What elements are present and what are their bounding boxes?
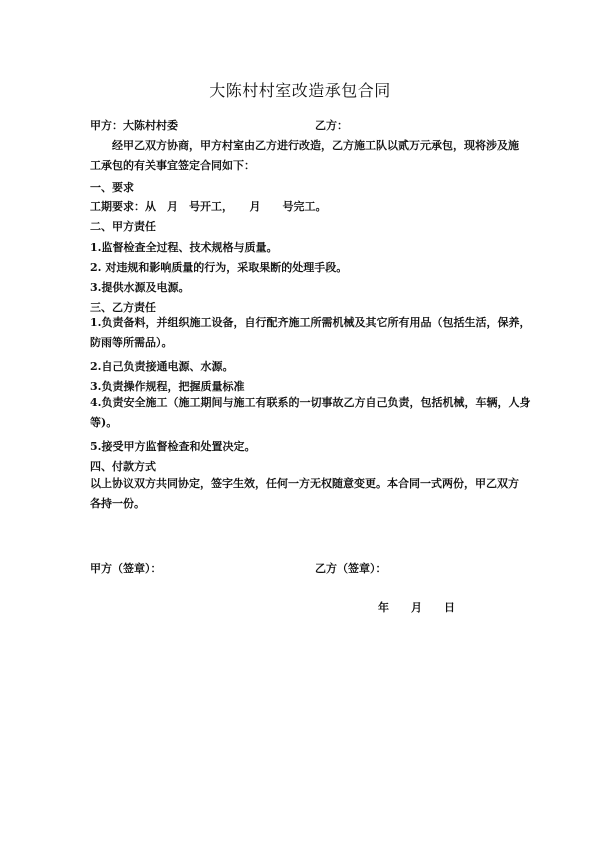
section-2-item-3: 3.提供水源及电源。 xyxy=(90,281,190,294)
section-2-heading: 二、甲方责任 xyxy=(90,220,156,233)
section-4-heading: 四、付款方式 xyxy=(90,460,156,473)
section-4-line-1: 以上协议双方共同协定，签字生效，任何一方无权随意变更。本合同一式两份，甲乙双方 xyxy=(90,477,519,490)
section-3-item-3: 3.负责操作规程，把握质量标准 xyxy=(90,380,245,393)
section-2-item-2: 2. 对违规和影响质量的行为，采取果断的处理手段。 xyxy=(90,261,348,274)
section-3-item-4-line-2: 等)。 xyxy=(90,416,118,429)
section-3-item-1-line-1: 1.负责备料，并组织施工设备，自行配齐施工所需机械及其它所有用品（包括生活，保养， xyxy=(90,316,531,329)
party-b-label: 乙方： xyxy=(315,119,348,132)
section-3-item-5: 5.接受甲方监督检查和处置决定。 xyxy=(90,440,256,453)
section-3-item-1-line-2: 防雨等所需品）。 xyxy=(90,336,173,349)
section-1-item-1: 工期要求：从 月 号开工， 月 号完工。 xyxy=(90,200,327,213)
section-3-item-4 xyxy=(90,393,531,433)
section-4-paragraph xyxy=(90,474,518,514)
intro-line-1: 经甲乙双方协商，甲方村室由乙方进行改造，乙方施工队以贰万元承包，现将涉及施 xyxy=(112,139,519,152)
section-1-heading: 一、要求 xyxy=(90,181,134,194)
intro-paragraph xyxy=(90,136,518,176)
section-3-item-1 xyxy=(90,313,531,353)
section-3-item-2: 2.自己负责接通电源、水源。 xyxy=(90,360,234,373)
intro-line-2: 工承包的有关事宜签定合同如下： xyxy=(90,159,255,172)
section-3-item-4-line-1: 4.负责安全施工（施工期间与施工有联系的一切事故乙方自己负责，包括机械，车辆，人身 xyxy=(90,396,531,409)
section-3-heading: 三、乙方责任 xyxy=(90,301,156,314)
section-4-line-2: 各持一份。 xyxy=(90,497,145,510)
party-b-signature: 乙方（签章）： xyxy=(315,562,387,575)
party-a-label: 甲方：大陈村村委 xyxy=(90,119,178,132)
section-2-item-1: 1.监督检查全过程、技术规格与质量。 xyxy=(90,241,278,254)
date-line: 年 月 日 xyxy=(378,601,455,614)
document-title: 大陈村村室改造承包合同 xyxy=(209,81,391,100)
party-a-signature: 甲方（签章）： xyxy=(90,562,162,575)
